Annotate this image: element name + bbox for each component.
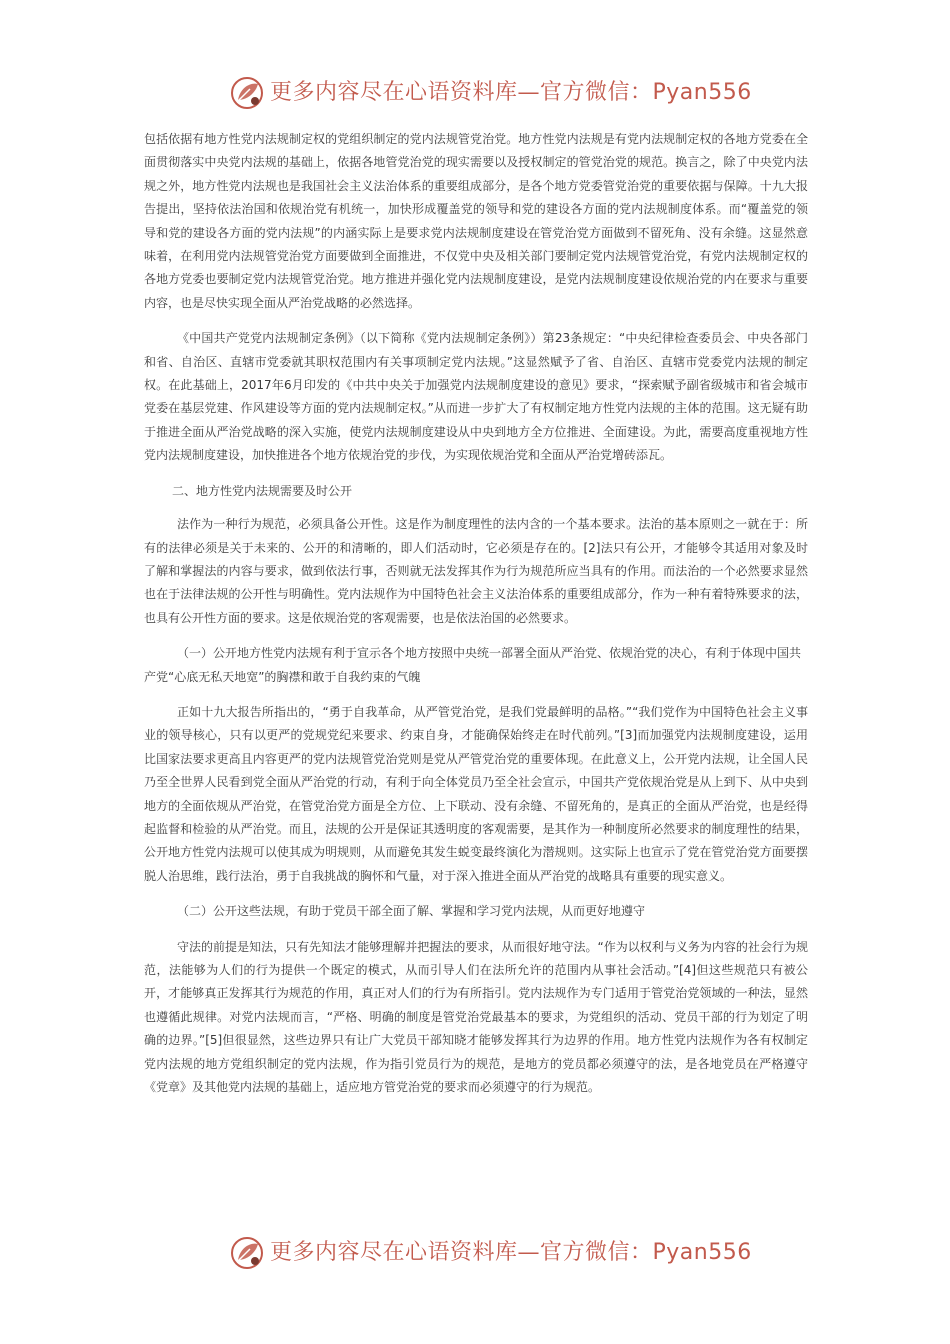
watermark-brand-text: Pyan556 (652, 1240, 752, 1265)
document-body (144, 128, 808, 1111)
watermark-main-text: 更多内容尽在心语资料库—官方微信： (270, 80, 653, 105)
watermark-brand-text: Pyan556 (652, 80, 752, 105)
subsection-heading-2: （二）公开这些法规，有助于党员干部全面了解、掌握和学习党内法规，从而更好地遵守 (177, 904, 646, 919)
paragraph-5: 守法的前提是知法，只有先知法才能够理解并把握法的要求，从而很好地守法。“作为以权利与义务为内容的社会行为规范，法能够为人们的行为提供一个既定的模式，从而引导人们在法所允许的范围内从事社会活动。”[4]但这些规范只有被公开，才能够真正发挥其行为规范的作用，真正对人们的行为有所指引。党内法规作为专门适用于管党治党领域的一种法，显然也遵循此规律。对党内法规而言，“严格、明确的制度是管党治党最基本的要求，为党组织的活动、党员干部的行为划定了明确的边界。”[5]但很显然，这些边界只有让广大党员干部知晓才能够发挥其行为边界的作用。地方性党内法规作为各有权制定党内法规的地方党组织制定的党内法规，作为指引党员行为的规范，是地方的党员都必须遵守的法，是各地党员在严格遵守《党章》及其他党内法规的基础上，适应地方管党治党的要求而必须遵守的行为规范。 (144, 939, 808, 1095)
watermark-text (270, 1238, 752, 1268)
watermark-text (270, 78, 752, 108)
subsection-heading-1: （一）公开地方性党内法规有利于宣示各个地方按照中央统一部署全面从严治党、依规治党的决心，有利于体现中国共产党“心底无私天地宽”的胸襟和敢于自我约束的气魄 (144, 646, 802, 684)
leaf-circle-logo-icon (228, 74, 266, 112)
paragraph-1: 包括依据有地方性党内法规制定权的党组织制定的党内法规管党治党。地方性党内法规是有党内法规制定权的各地方党委在全面贯彻落实中央党内法规的基础上，依据各地管党治党的现实需要以及授权制定的管党治党的规范。换言之，除了中央党内法规之外，地方性党内法规也是我国社会主义法治体系的重要组成部分，是各个地方党委管党治党的重要依据与保障。十九大报告提出，坚持依法治国和依规治党有机统一，加快形成覆盖党的领导和党的建设各方面的党内法规制度体系。而“覆盖党的领导和党的建设各方面的党内法规”的内涵实际上是要求党内法规制度建设在管党治党方面做到不留死角、没有余缝。这显然意味着，在利用党内法规管党治党方面要做到全面推进，不仅党中央及相关部门要制定党内法规管党治党，有党内法规制定权的各地方党委也要制定党内法规管党治党。地方推进并强化党内法规制度建设，是党内法规制度建设依规治党的内在要求与重要内容，也是尽快实现全面从严治党战略的必然选择。 (144, 132, 808, 310)
paragraph-4: 正如十九大报告所指出的，“勇于自我革命，从严管党治党，是我们党最鲜明的品格。”“我们党作为中国特色社会主义事业的领导核心，只有以更严的党规党纪来要求、约束自身，才能确保始终走在时代前列。”[3]而加强党内法规制度建设，运用比国家法要求更高且内容更严的党内法规管党治党则是党从严管党治党的重要体现。在此意义上，公开党内法规，让全国人民乃至全世界人民看到党全面从严治党的行动，有利于向全体党员乃至全社会宣示，中国共产党依规治党是从上到下、从中央到地方的全面依规从严治党，在管党治党方面是全方位、上下联动、没有余缝、不留死角的，是真正的全面从严治党，也是经得起监督和检验的从严治党。而且，法规的公开是保证其透明度的客观需要，是其作为一种制度所必然要求的制度理性的结果，公开地方性党内法规可以使其成为明规则，从而避免其发生蜕变最终演化为潜规则。这实际上也宣示了党在管党治党方面要摆脱人治思维，践行法治，勇于自我挑战的胸怀和气量，对于深入推进全面从严治党的战略具有重要的现实意义。 (144, 704, 808, 883)
header-watermark (0, 72, 950, 116)
footer-watermark (0, 1232, 950, 1276)
paragraph-2: 《中国共产党党内法规制定条例》（以下简称《党内法规制定条例》）第23条规定：“中央纪律检查委员会、中央各部门和省、自治区、直辖市党委就其职权范围内有关事项制定党内法规。”这显然赋予了省、自治区、直辖市党委党内法规的制定权。在此基础上，2017年6月印发的《中共中央关于加强党内法规制度建设的意见》要求，“探索赋予副省级城市和省会城市党委在基层党建、作风建设等方面的党内法规制定权。”从而进一步扩大了有权制定地方性党内法规的主体的范围。这无疑有助于推进全面从严治党战略的深入实施，使党内法规制度建设从中央到地方全方位推进、全面建设。为此，需要高度重视地方性党内法规制度建设，加快推进各个地方依规治党的步伐，为实现依规治党和全面从严治党增砖添瓦。 (144, 331, 808, 463)
leaf-circle-logo-icon (228, 1234, 266, 1272)
watermark-main-text: 更多内容尽在心语资料库—官方微信： (270, 1240, 653, 1265)
section-heading-2: 二、地方性党内法规需要及时公开 (172, 483, 353, 498)
paragraph-3: 法作为一种行为规范，必须具备公开性。这是作为制度理性的法内含的一个基本要求。法治的基本原则之一就在于：所有的法律必须是关于未来的、公开的和清晰的，即人们活动时，它必须是存在的。[2]法只有公开，才能够令其适用对象及时了解和掌握法的内容与要求，做到依法行事，否则就无法发挥其作为行为规范所应当具有的作用。而法治的一个必然要求显然也在于法律法规的公开性与明确性。党内法规作为中国特色社会主义法治体系的重要组成部分，作为一种有着特殊要求的法，也具有公开性方面的要求。这是依规治党的客观需要，也是依法治国的必然要求。 (144, 517, 808, 625)
